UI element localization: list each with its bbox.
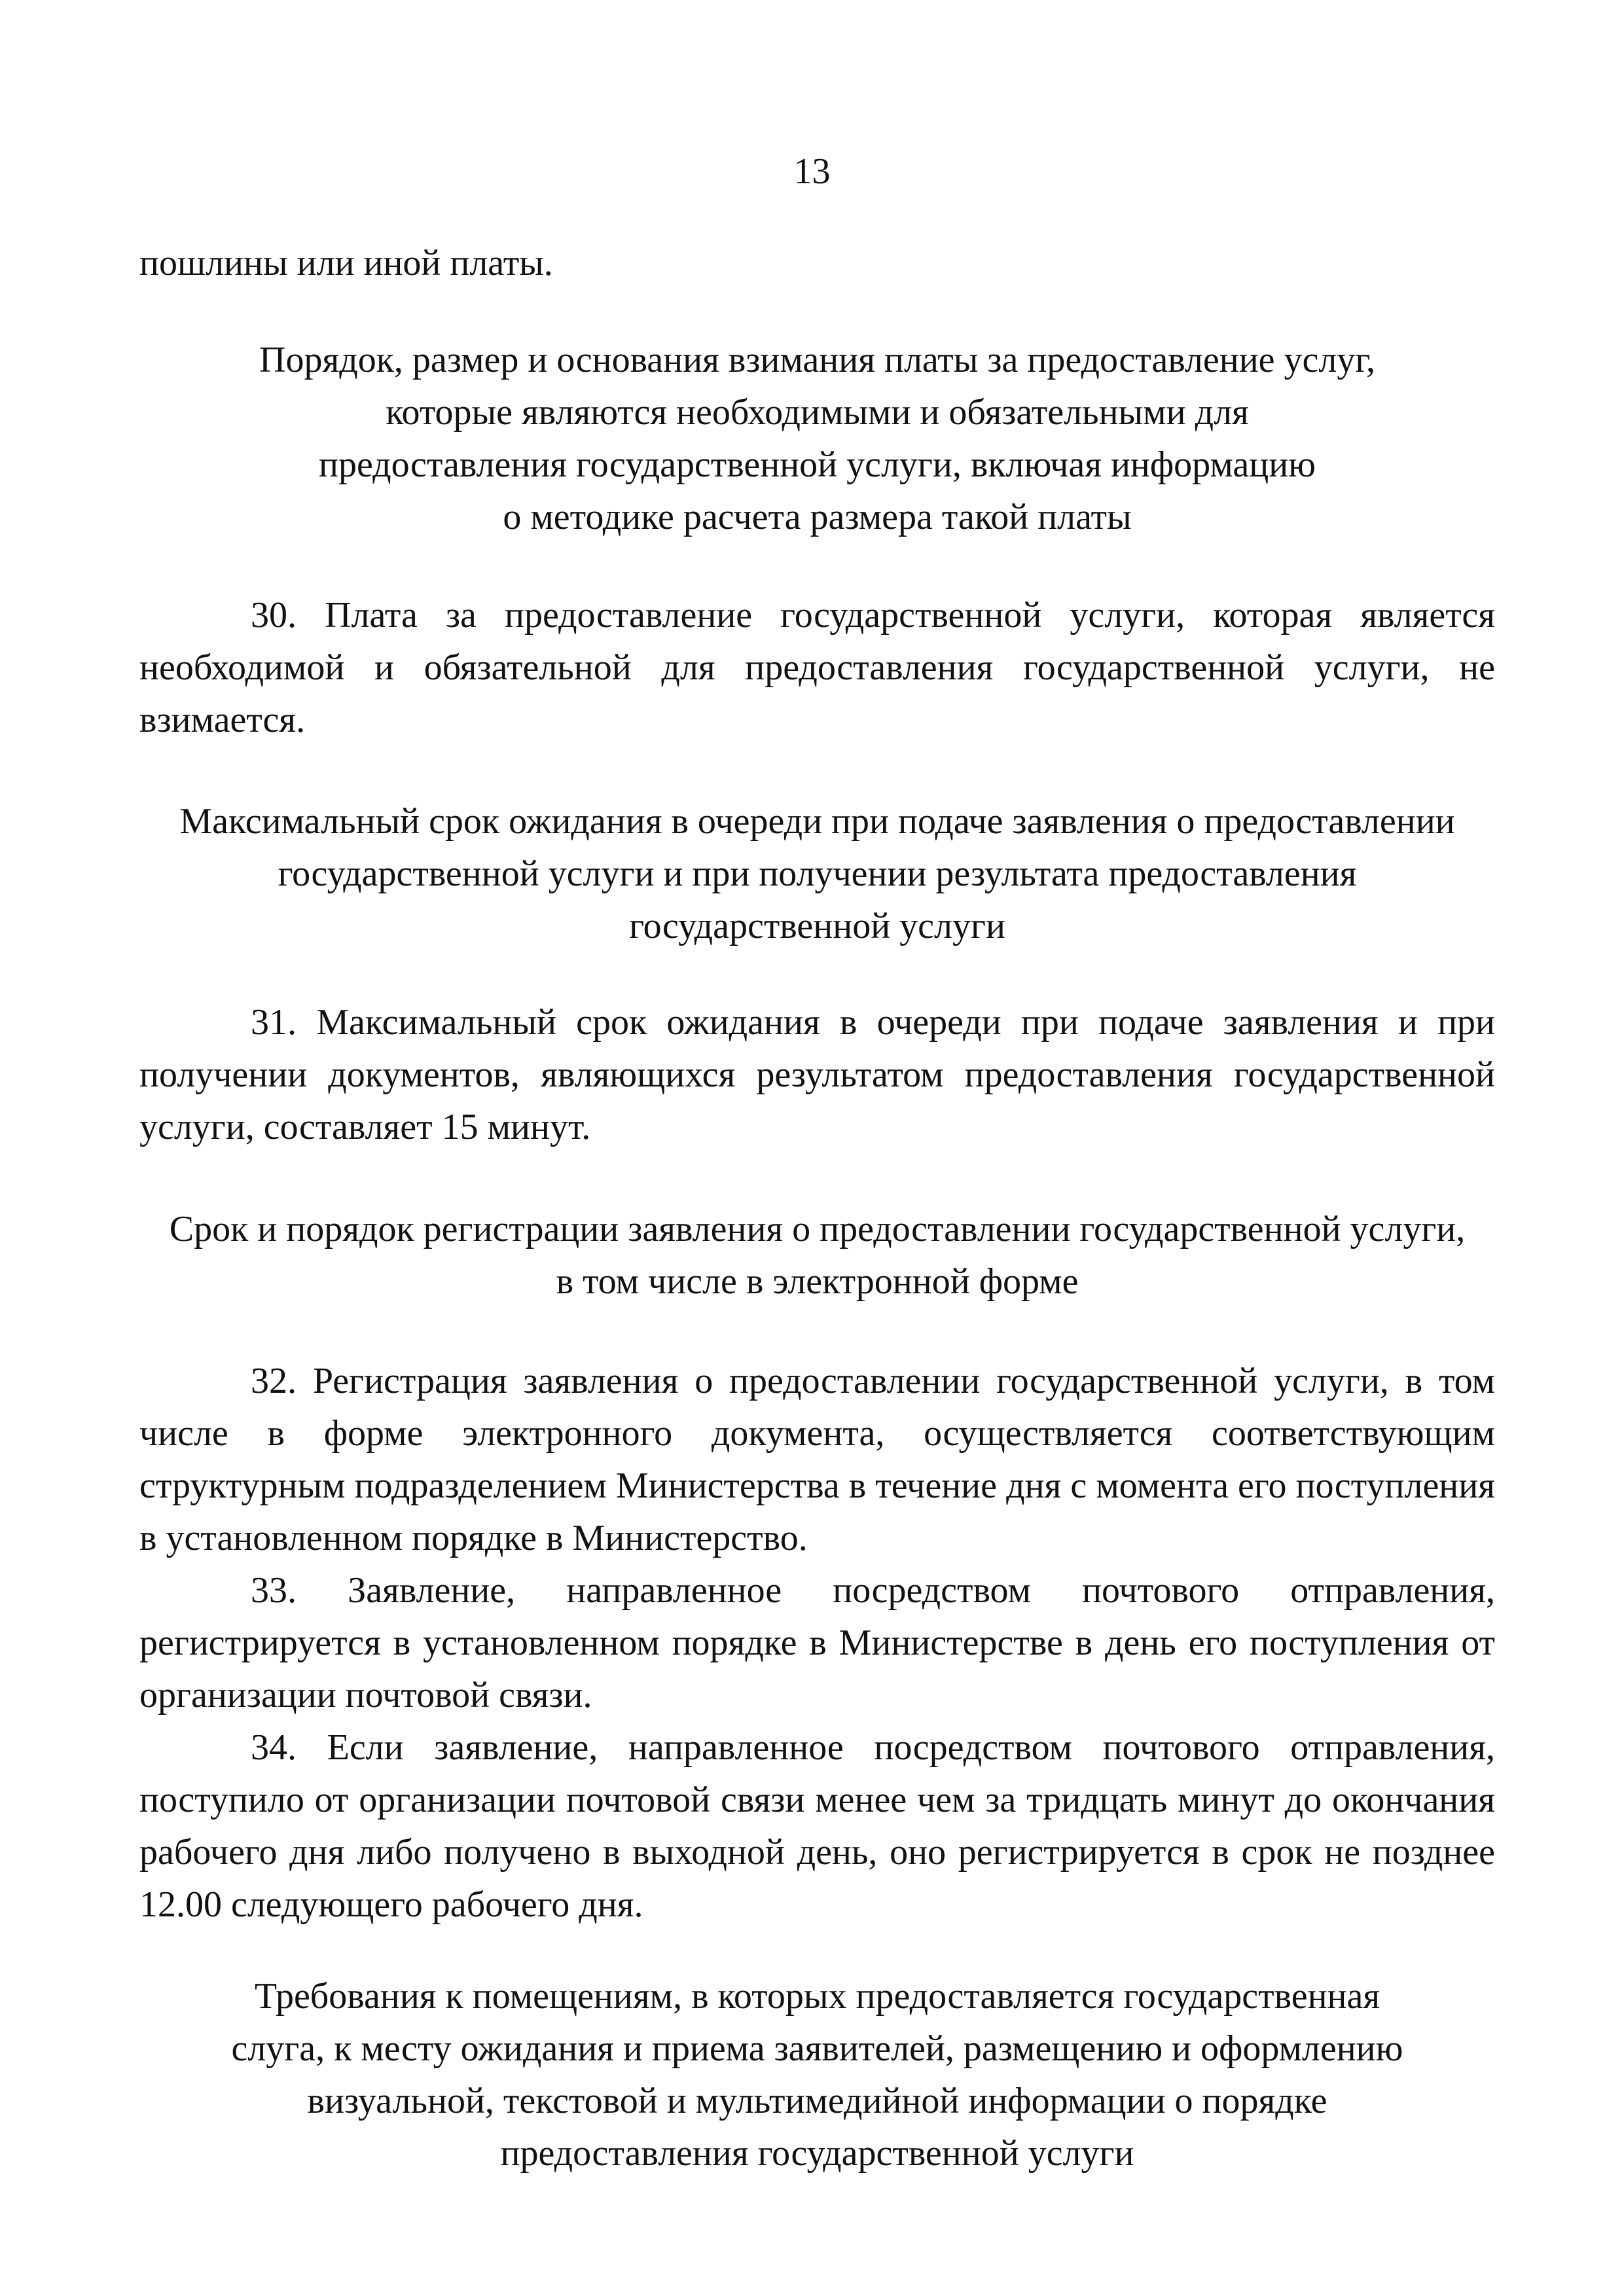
section-heading-registration [139, 1203, 1495, 1308]
heading-line: слуга, к месту ожидания и приема заявителей, размещению и оформлению [231, 2028, 1403, 2069]
section-heading-fees [139, 334, 1495, 543]
heading-line: Требования к помещениям, в которых предоставляется государственная [254, 1976, 1380, 2017]
paragraph-33-text: 33. Заявление, направленное посредством почтового отправления, регистрируется в установленном порядке в Министерстве в день его поступления от организации почтовой связи. [139, 1570, 1495, 1715]
heading-line: Максимальный срок ожидания в очереди при подаче заявления о предоставлении [179, 801, 1455, 842]
heading-line: предоставления государственной услуги [500, 2133, 1134, 2174]
heading-line: предоставления государственной услуги, включая информацию [318, 444, 1316, 485]
paragraph-32-text: 32. Регистрация заявления о предоставлении государственной услуги, в том числе в форме электронного документа, осуществляется соответствующим структурным подразделением Министерства в течение дня с момента его поступления в установленном порядке в Министерство. [139, 1361, 1495, 1558]
paragraph-text: 30. Плата за предоставление государственной услуги, которая является необходимой и обязательной для предоставления государственной услуги, не взимается. [139, 595, 1495, 740]
page-number: 13 [793, 151, 831, 192]
heading-line: о методике расчета размера такой платы [503, 497, 1132, 537]
paragraph-31 [139, 996, 1495, 1153]
paragraph-30 [139, 589, 1495, 746]
heading-line: Срок и порядок регистрации заявления о предоставлении государственной услуги, [169, 1209, 1466, 1249]
paragraph-text: 31. Максимальный срок ожидания в очереди при подаче заявления и при получении документов, являющихся результатом предоставления государственной услуги, составляет 15 минут. [139, 1002, 1495, 1147]
heading-line: Порядок, размер и основания взимания платы за предоставление услуг, [259, 340, 1375, 380]
heading-line: которые являются необходимыми и обязательными для [386, 392, 1249, 433]
paragraph-34-text: 34. Если заявление, направленное посредством почтового отправления, поступило от организации почтовой связи менее чем за тридцать минут до окончания рабочего дня либо получено в выходной день, оно регистрируется в срок не позднее 12.00 следующего рабочего дня. [139, 1727, 1495, 1925]
heading-line: государственной услуги и при получении результата предоставления [278, 853, 1357, 894]
heading-line: визуальной, текстовой и мультимедийной информации о порядке [307, 2081, 1327, 2121]
section-heading-queue [139, 795, 1495, 952]
heading-line: государственной услуги [629, 906, 1005, 946]
section-heading-premises [139, 1970, 1495, 2179]
continuation-text: пошлины или иной платы. [139, 243, 553, 283]
paragraphs-32-34 [139, 1355, 1495, 1931]
heading-line: в том числе в электронной форме [556, 1261, 1079, 1302]
